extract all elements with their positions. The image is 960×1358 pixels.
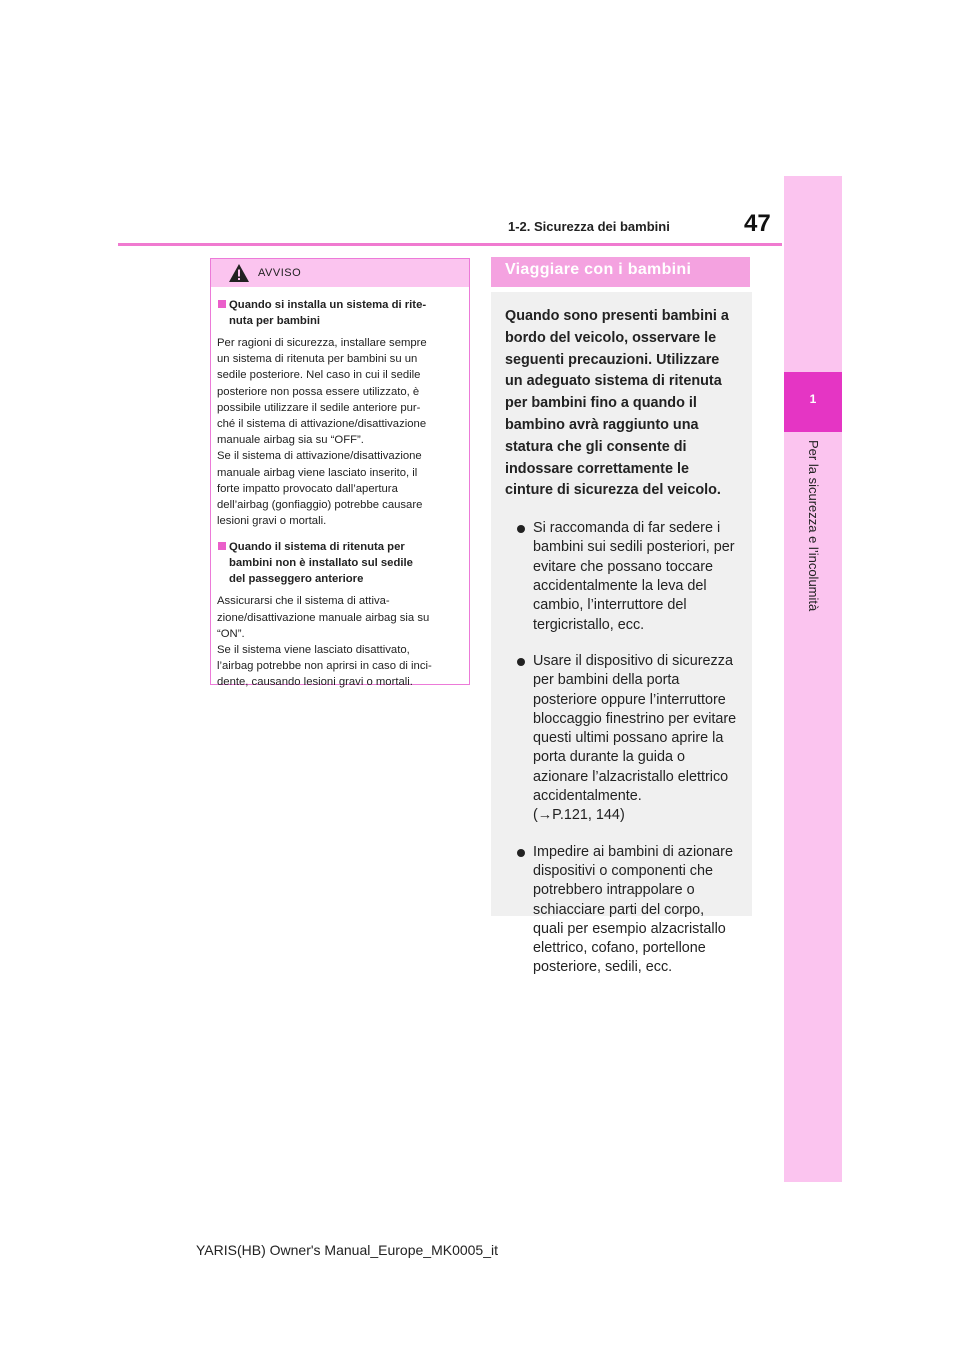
list-item-text: Si raccomanda di far sedere i bambini sui sedili posteriori, per evitare che possano toccare accidentalmente la leva del cambio, l’interruttore del tergicristallo, ecc. <box>533 520 735 633</box>
warning-header <box>211 259 469 287</box>
info-intro: Quando sono presenti bambini a bordo del veicolo, osservare le seguenti precauzioni. Utilizzare un adeguato sistema di ritenuta per bambini fino a quando il bambino avrà raggiunto una statura che gli consente di indossare correttamente le cinture di sicurezza del veicolo. <box>505 308 729 499</box>
list-item <box>505 519 738 635</box>
warning-subheading-text: Quando il sistema di ritenuta per bambini non è installato sul sedile del passeggero anteriore <box>229 541 413 586</box>
info-header <box>491 257 750 287</box>
side-strip <box>784 176 842 1182</box>
footer-text: YARIS(HB) Owner's Manual_Europe_MK0005_it <box>196 1242 498 1258</box>
bullet-icon <box>517 658 525 666</box>
warning-subheading <box>217 539 457 587</box>
list-item <box>505 843 738 978</box>
info-title: Viaggiare con i bambini <box>505 261 692 278</box>
info-box <box>491 292 752 976</box>
warning-subheading <box>217 297 457 329</box>
warning-subheading-text: Quando si installa un sistema di rite- nuta per bambini <box>229 299 427 327</box>
list-item-text: Impedire ai bambini di azionare dispositivi o componenti che potrebbero intrappolare o schiacciare parti del corpo, quali per esempio alzacristallo elettrico, cofano, portellone posteriore, sedili, ecc. <box>533 843 733 976</box>
header-rule <box>118 243 782 246</box>
page-reference-link[interactable]: (→P.121, 144) <box>533 807 625 824</box>
page-number: 47 <box>744 210 771 237</box>
bullet-icon <box>517 525 525 533</box>
warning-paragraph: Assicurarsi che il sistema di attiva- zione/disattivazione manuale airbag sia su “ON”. Se il sistema viene lasciato disattivato, l’airbag potrebbe non aprirsi in caso di inci- dente, causando lesioni gravi o mortali. <box>217 595 432 689</box>
warning-box <box>210 258 470 689</box>
warning-paragraph: Per ragioni di sicurezza, installare sempre un sistema di ritenuta per bambini su un sedile posteriore. Nel caso in cui il sedile posteriore non possa essere utilizzato, è possibile utilizzare il sedile anteriore pur- ché il sistema di attivazione/disattivazione manuale airbag sia su “OFF”. Se il sistema di attivazione/disattivazione manuale airbag viene lasciato inserito, il forte impatto provocato dall’apertura dell’airbag (gonfiaggio) potrebbe causare lesioni gravi o mortali. <box>217 337 427 528</box>
chapter-number: 1 <box>809 392 817 406</box>
bullet-icon <box>517 849 525 857</box>
chapter-label <box>784 440 842 640</box>
square-bullet-icon <box>218 300 226 308</box>
section-title: 1-2. Sicurezza dei bambini <box>508 219 670 234</box>
warning-triangle-icon <box>228 263 250 283</box>
list-item <box>505 652 738 826</box>
chapter-label-text: Per la sicurezza e l’incolumità <box>806 440 821 612</box>
chapter-tab[interactable] <box>784 372 842 432</box>
list-item-text: Usare il dispositivo di sicurezza per bambini della porta posteriore oppure l’interruttore bloccaggio finestrino per evitare questi ultimi possano aprire la porta durante la guida o azionare l’alzacristallo elettrico accidentalmente. <box>533 652 737 805</box>
warning-title: AVVISO <box>258 267 302 279</box>
warning-body <box>211 287 469 691</box>
square-bullet-icon <box>218 542 226 550</box>
